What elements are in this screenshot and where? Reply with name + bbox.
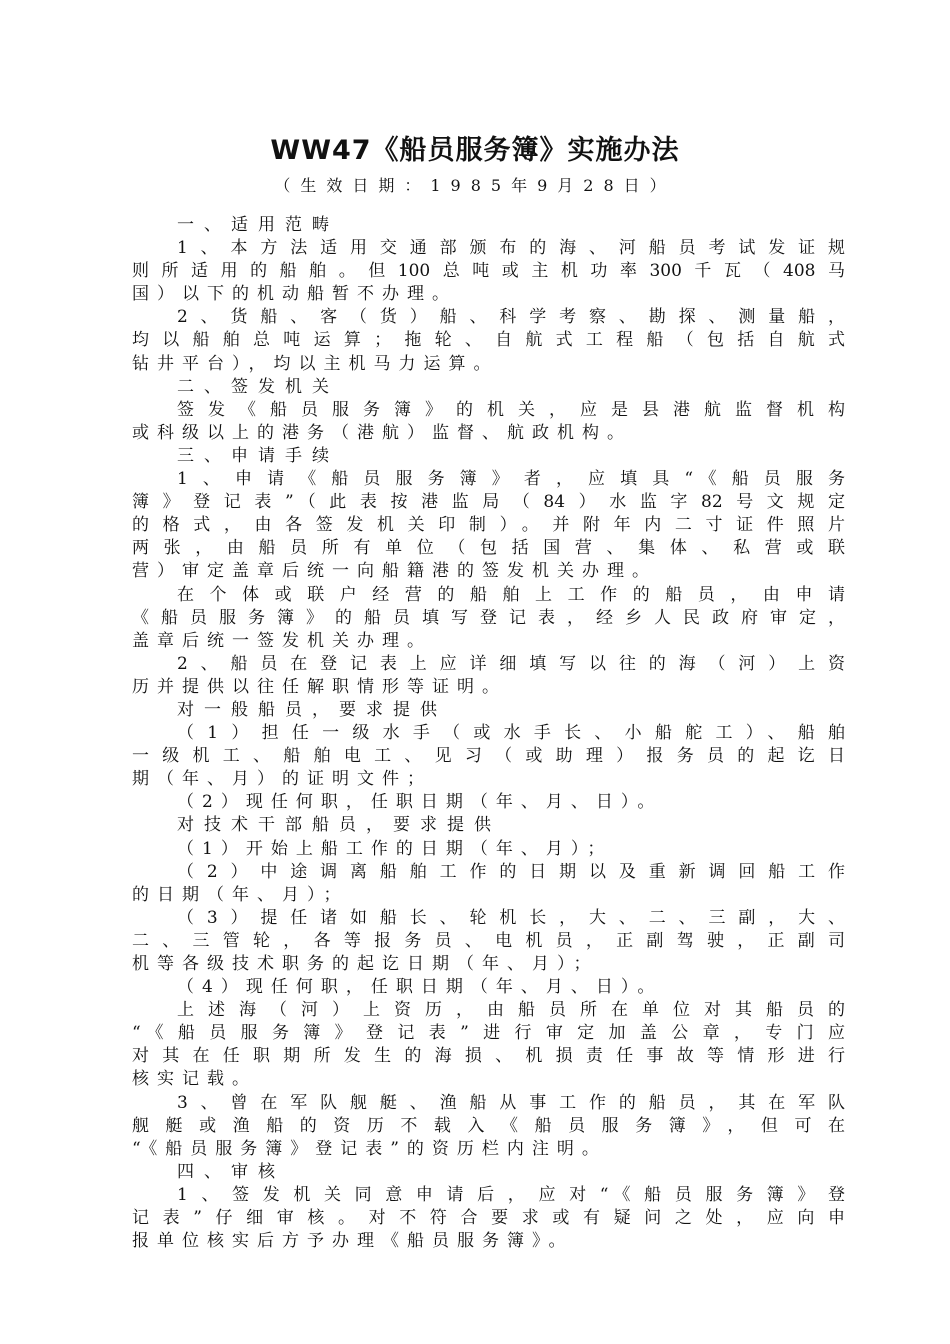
text-line: 期（年、月）的证明文件； bbox=[132, 769, 432, 790]
text-line: 舰艇或渔船的资历不载入《船员服务簿》，但可在 bbox=[132, 1115, 845, 1136]
text-line: 两张，由船员所有单位（包括国营、集体、私营或联 bbox=[132, 538, 845, 559]
text-line: （1）担任一级水手（或水手长、小船舵工）、船舶 bbox=[177, 723, 845, 744]
text-line: 1、本方法适用交通部颁布的海、河船员考试发证规 bbox=[177, 238, 845, 259]
text-line: （1）开始上船工作的日期（年、月）； bbox=[177, 838, 613, 859]
text-line: 的日期（年、月）； bbox=[132, 884, 349, 905]
text-line: 对其在任职期所发生的海损、机损责任事故等情形进行 bbox=[132, 1046, 845, 1067]
text-line: 均以船舶总吨运算；拖轮、自航式工程船（包括自航式 bbox=[132, 330, 845, 351]
section-heading: 四、审核 bbox=[177, 1161, 285, 1182]
section-heading: 一、适用范畴 bbox=[177, 215, 339, 235]
text-line: 核实记载。 bbox=[132, 1069, 257, 1090]
text-line: 钻井平台），均以主机马力运算。 bbox=[132, 353, 499, 374]
text-line: “《船员服务簿》登记表”进行审定加盖公章，专门应 bbox=[132, 1023, 845, 1044]
text-line: 报单位核实后方予办理《船员服务簿》。 bbox=[132, 1231, 574, 1252]
text-line: 或科级以上的港务（港航）监督、航政机构。 bbox=[132, 422, 632, 443]
text-line: 簿》登记表”（此表按港监局（84）水监字82号文规定 bbox=[132, 492, 845, 513]
text-line: 2、货船、客（货）船、科学考察、勘探、测量船， bbox=[177, 307, 845, 328]
text-line: 的格式，由各签发机关印制）。并附年内二寸证件照片 bbox=[132, 515, 845, 536]
text-line: 《船员服务簿》的船员填写登记表，经乡人民政府审定， bbox=[132, 607, 845, 628]
text-line: 历并提供以往任解职情形等证明。 bbox=[132, 676, 507, 697]
text-line: 在个体或联户经营的船舶上工作的船员，由申请 bbox=[177, 584, 845, 605]
section-heading: 对一般船员，要求提供 bbox=[177, 699, 447, 720]
section-heading: 三、申请手续 bbox=[177, 445, 339, 466]
text-line: “《船员服务簿》登记表”的资历栏内注明。 bbox=[132, 1138, 607, 1159]
text-line: 一级机工、船舶电工、见习（或助理）报务员的起讫日 bbox=[132, 746, 845, 767]
text-line: 1、申请《船员服务簿》者，应填具“《船员服务 bbox=[177, 469, 845, 490]
text-line: 国）以下的机动船暂不办理。 bbox=[132, 284, 457, 305]
text-line: （4）现任何职，任职日期（年、月、日）。 bbox=[177, 977, 663, 998]
section-heading: 二、签发机关 bbox=[177, 376, 339, 397]
text-line: 2、船员在登记表上应详细填写以往的海（河）上资 bbox=[177, 653, 845, 674]
text-line: 上述海（河）上资历，由船员所在单位对其船员的 bbox=[177, 1000, 845, 1021]
text-line: 3、曾在军队舰艇、渔船从事工作的船员，其在军队 bbox=[177, 1092, 845, 1113]
text-line: 营）审定盖章后统一向船籍港的签发机关办理。 bbox=[132, 561, 657, 582]
text-line: 则所适用的船舶。但100总吨或主机功率300千瓦（408马 bbox=[132, 261, 845, 282]
text-line: （2）现任何职，任职日期（年、月、日）。 bbox=[177, 792, 663, 813]
effective-date: （生效日期：1985年9月28日） bbox=[274, 176, 676, 195]
section-heading: 对技术干部船员，要求提供 bbox=[177, 815, 501, 836]
text-line: 签发《船员服务簿》的机关，应是县港航监督机构 bbox=[177, 399, 845, 420]
text-line: 机等各级技术职务的起讫日期（年、月）； bbox=[132, 954, 599, 974]
document-body bbox=[132, 214, 845, 1253]
text-line: 盖章后统一签发机关办理。 bbox=[132, 630, 432, 651]
text-line: 1、签发机关同意申请后，应对“《船员服务簿》登 bbox=[177, 1184, 845, 1205]
text-line: 记表”仔细审核。对不符合要求或有疑问之处，应向申 bbox=[132, 1208, 845, 1229]
document-title: WW47《船员服务簿》实施办法 bbox=[270, 135, 680, 166]
text-line: （3）提任诸如船长、轮机长，大、二、三副，大、 bbox=[177, 907, 845, 928]
text-line: 二、三管轮，各等报务员、电机员，正副驾驶，正副司 bbox=[132, 930, 845, 951]
text-line: （2）中途调离船舶工作的日期以及重新调回船工作 bbox=[177, 861, 845, 882]
